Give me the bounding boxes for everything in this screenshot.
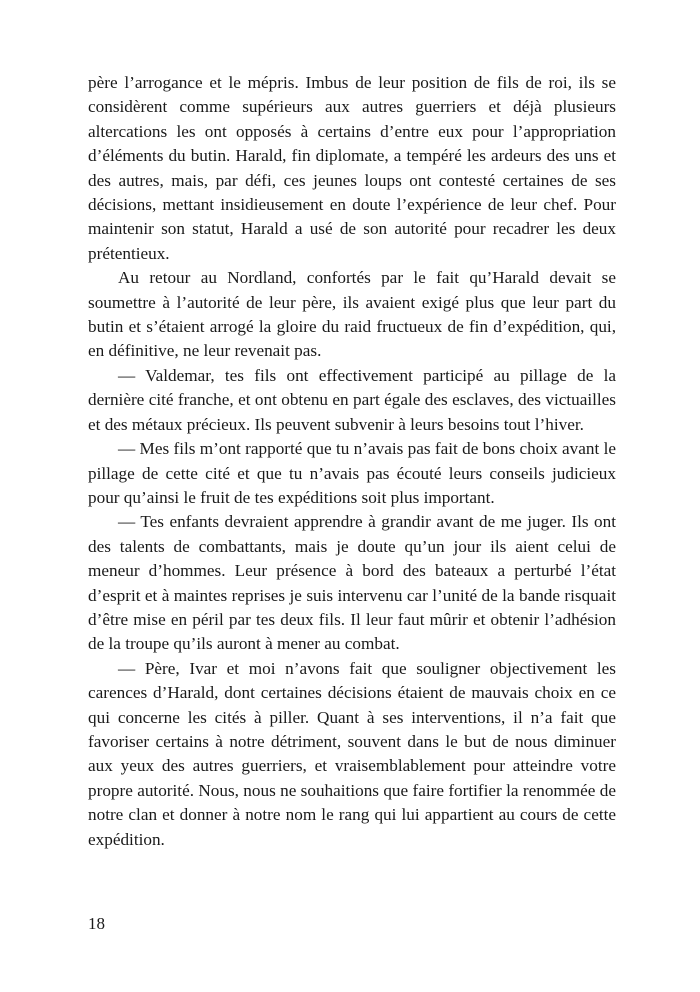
page-body [88,71,616,852]
dialogue-paragraph-6: — Père, Ivar et moi n’avons fait que souligner objectivement les carences d’Harald, dont certaines décisions étaient de mauvais choix en ce qui concerne les cités à piller. Quant à ses interventions, il n’a fait que favoriser certains à notre détriment, souvent dans le but de nous diminuer aux yeux des autres guerriers, et vraisemblablement pour atteindre votre propre autorité. Nous, nous ne souhaitions que faire fortifier la renommée de notre clan et donner à notre nom le rang qui lui appartient au cours de cette expédition. [88,658,616,849]
dialogue-paragraph-5: — Tes enfants devraient apprendre à grandir avant de me juger. Ils ont des talents de combattants, mais je doute qu’un jour ils aient celui de meneur d’hommes. Leur présence à bord des bateaux a perturbé l’état d’esprit et à maintes reprises je suis intervenu car l’unité de la bande risquait d’être mise en péril par tes deux fils. Il leur faut mûrir et obtenir l’adhésion de la troupe qu’ils auront à mener au combat. [88,512,616,654]
dialogue-paragraph-4: — Mes fils m’ont rapporté que tu n’avais pas fait de bons choix avant le pillage de cette cité et que tu n’avais pas écouté leurs conseils judicieux pour qu’ainsi le fruit de tes expéditions soit plus important. [88,439,616,507]
page-number: 18 [88,914,105,933]
dialogue-paragraph-3: — Valdemar, tes fils ont effectivement participé au pillage de la dernière cité franche, et ont obtenu en part égale des esclaves, des victuailles et des métaux précieux. Ils peuvent subvenir à leurs besoins tout l’hiver. [88,365,616,434]
paragraph-2: Au retour au Nordland, confortés par le fait qu’Harald devait se soumettre à l’autorité de leur père, ils avaient exigé plus que leur part du butin et s’étaient arrogé la gloire du raid fructueux de fin d’expédition, qui, en définitive, ne leur revenait pas. [88,268,616,361]
paragraph-1: père l’arrogance et le mépris. Imbus de leur position de fils de roi, ils se considèrent comme supérieurs aux autres guerriers et déjà plusieurs altercations les ont opposés à certains d’entre eux pour l’appropriation d’éléments du butin. Harald, fin diplomate, a tempéré les ardeurs des uns et des autres, mais, par défi, ces jeunes loups ont contesté certaines de ses décisions, mettant insidieusement en doute l’expérience de leur chef. Pour maintenir son statut, Harald a usé de son autorité pour recadrer les deux prétentieux. [88,73,616,263]
